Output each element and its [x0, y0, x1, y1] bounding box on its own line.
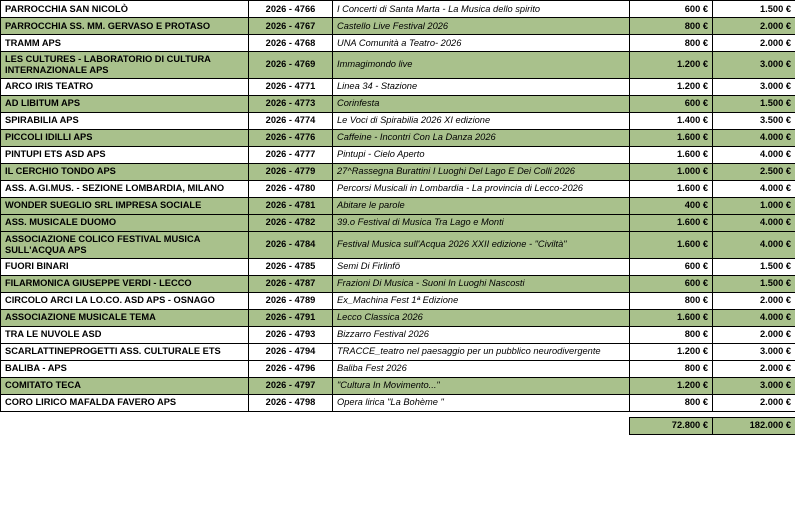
table-row [1, 275, 795, 292]
cell-amount-requested: 1.200 € [630, 52, 713, 79]
cell-project-code: 2026 - 4782 [249, 214, 333, 231]
table-row [1, 146, 795, 163]
cell-amount-requested: 1.600 € [630, 214, 713, 231]
table-row [1, 394, 795, 411]
cell-amount-requested: 1.200 € [630, 78, 713, 95]
cell-entity-name: TRAMM APS [1, 35, 249, 52]
cell-project-title: Caffeine - Incontri Con La Danza 2026 [333, 129, 630, 146]
cell-entity-name: AD LIBITUM APS [1, 95, 249, 112]
cell-entity-name: FILARMONICA GIUSEPPE VERDI - LECCO [1, 275, 249, 292]
cell-amount-granted: 4.000 € [713, 231, 795, 258]
cell-project-code: 2026 - 4769 [249, 52, 333, 79]
cell-amount-granted: 4.000 € [713, 146, 795, 163]
cell-project-code: 2026 - 4781 [249, 197, 333, 214]
cell-project-code: 2026 - 4773 [249, 95, 333, 112]
cell-entity-name: ASSOCIAZIONE COLICO FESTIVAL MUSICA SULL'ACQUA APS [1, 231, 249, 258]
table-row [1, 95, 795, 112]
table-row [1, 360, 795, 377]
cell-project-title: Abitare le parole [333, 197, 630, 214]
cell-project-code: 2026 - 4789 [249, 292, 333, 309]
cell-project-title: 39.o Festival di Musica Tra Lago e Monti [333, 214, 630, 231]
cell-entity-name: ARCO IRIS TEATRO [1, 78, 249, 95]
cell-amount-granted: 2.000 € [713, 18, 795, 35]
cell-amount-requested: 1.400 € [630, 112, 713, 129]
cell-amount-requested: 800 € [630, 18, 713, 35]
cell-project-title: Opera lirica "La Bohème " [333, 394, 630, 411]
table-body [1, 1, 795, 435]
cell-amount-requested: 800 € [630, 35, 713, 52]
totals-row [1, 417, 795, 434]
cell-project-code: 2026 - 4779 [249, 163, 333, 180]
cell-amount-requested: 600 € [630, 275, 713, 292]
cell-amount-granted: 4.000 € [713, 129, 795, 146]
cell-project-title: Lecco Classica 2026 [333, 309, 630, 326]
cell-project-code: 2026 - 4797 [249, 377, 333, 394]
cell-project-title: Percorsi Musicali in Lombardia - La provincia di Lecco-2026 [333, 180, 630, 197]
totals-granted: 182.000 € [713, 417, 795, 434]
cell-entity-name: CORO LIRICO MAFALDA FAVERO APS [1, 394, 249, 411]
cell-amount-granted: 4.000 € [713, 309, 795, 326]
table-row [1, 292, 795, 309]
cell-amount-granted: 3.000 € [713, 377, 795, 394]
cell-entity-name: ASS. MUSICALE DUOMO [1, 214, 249, 231]
totals-requested: 72.800 € [630, 417, 713, 434]
table-row [1, 214, 795, 231]
cell-entity-name: BALIBA - APS [1, 360, 249, 377]
cell-entity-name: WONDER SUEGLIO SRL IMPRESA SOCIALE [1, 197, 249, 214]
cell-amount-requested: 1.600 € [630, 180, 713, 197]
table-row [1, 309, 795, 326]
cell-amount-requested: 600 € [630, 95, 713, 112]
cell-amount-granted: 4.000 € [713, 214, 795, 231]
cell-amount-requested: 1.600 € [630, 129, 713, 146]
cell-project-code: 2026 - 4766 [249, 1, 333, 18]
cell-entity-name: PICCOLI IDILLI APS [1, 129, 249, 146]
cell-project-title: Linea 34 - Stazione [333, 78, 630, 95]
cell-entity-name: FUORI BINARI [1, 258, 249, 275]
table-row [1, 377, 795, 394]
cell-entity-name: TRA LE NUVOLE ASD [1, 326, 249, 343]
cell-amount-granted: 2.000 € [713, 35, 795, 52]
cell-amount-granted: 2.500 € [713, 163, 795, 180]
cell-project-code: 2026 - 4798 [249, 394, 333, 411]
table-row [1, 52, 795, 79]
cell-amount-requested: 1.200 € [630, 343, 713, 360]
cell-amount-granted: 1.500 € [713, 95, 795, 112]
cell-project-title: Semi Di Firlinfö [333, 258, 630, 275]
cell-entity-name: ASS. A.GI.MUS. - SEZIONE LOMBARDIA, MILANO [1, 180, 249, 197]
cell-amount-granted: 3.000 € [713, 343, 795, 360]
table-row [1, 35, 795, 52]
table-row [1, 129, 795, 146]
cell-entity-name: IL CERCHIO TONDO APS [1, 163, 249, 180]
cell-project-code: 2026 - 4785 [249, 258, 333, 275]
cell-entity-name: PARROCCHIA SS. MM. GERVASO E PROTASO [1, 18, 249, 35]
cell-project-code: 2026 - 4777 [249, 146, 333, 163]
totals-blank-cell [1, 417, 630, 434]
table-row [1, 78, 795, 95]
cell-entity-name: PINTUPI ETS ASD APS [1, 146, 249, 163]
table-row [1, 343, 795, 360]
cell-project-code: 2026 - 4784 [249, 231, 333, 258]
cell-amount-granted: 2.000 € [713, 394, 795, 411]
table-row [1, 326, 795, 343]
cell-project-code: 2026 - 4794 [249, 343, 333, 360]
cell-amount-requested: 1.000 € [630, 163, 713, 180]
cell-entity-name: COMITATO TECA [1, 377, 249, 394]
cell-project-code: 2026 - 4767 [249, 18, 333, 35]
cell-project-title: TRACCE_teatro nel paesaggio per un pubblico neurodivergente [333, 343, 630, 360]
cell-project-title: UNA Comunità a Teatro- 2026 [333, 35, 630, 52]
cell-amount-requested: 800 € [630, 394, 713, 411]
cell-amount-requested: 1.600 € [630, 146, 713, 163]
cell-amount-requested: 1.600 € [630, 231, 713, 258]
cell-amount-granted: 1.500 € [713, 275, 795, 292]
table-row [1, 180, 795, 197]
cell-amount-granted: 1.500 € [713, 258, 795, 275]
cell-amount-granted: 2.000 € [713, 326, 795, 343]
cell-amount-granted: 2.000 € [713, 360, 795, 377]
cell-amount-granted: 1.500 € [713, 1, 795, 18]
cell-amount-requested: 800 € [630, 360, 713, 377]
cell-project-title: Castello Live Festival 2026 [333, 18, 630, 35]
cell-amount-requested: 600 € [630, 1, 713, 18]
cell-amount-granted: 3.000 € [713, 78, 795, 95]
table-row [1, 1, 795, 18]
cell-amount-requested: 1.200 € [630, 377, 713, 394]
cell-amount-requested: 800 € [630, 292, 713, 309]
cell-project-code: 2026 - 4791 [249, 309, 333, 326]
cell-project-title: Pintupi - Cielo Aperto [333, 146, 630, 163]
cell-entity-name: SCARLATTINEPROGETTI ASS. CULTURALE ETS [1, 343, 249, 360]
cell-amount-requested: 600 € [630, 258, 713, 275]
cell-entity-name: SPIRABILIA APS [1, 112, 249, 129]
cell-project-title: Immagimondo live [333, 52, 630, 79]
cell-amount-requested: 1.600 € [630, 309, 713, 326]
cell-amount-granted: 4.000 € [713, 180, 795, 197]
cell-project-title: I Concerti di Santa Marta - La Musica dello spirito [333, 1, 630, 18]
table-row [1, 163, 795, 180]
cell-project-title: "Cultura In Movimento..." [333, 377, 630, 394]
cell-entity-name: LES CULTURES - LABORATORIO DI CULTURA INTERNAZIONALE APS [1, 52, 249, 79]
table-row [1, 231, 795, 258]
cell-entity-name: CIRCOLO ARCI LA LO.CO. ASD APS - OSNAGO [1, 292, 249, 309]
cell-project-code: 2026 - 4771 [249, 78, 333, 95]
cell-entity-name: ASSOCIAZIONE MUSICALE TEMA [1, 309, 249, 326]
cell-project-code: 2026 - 4787 [249, 275, 333, 292]
cell-project-code: 2026 - 4796 [249, 360, 333, 377]
cell-project-title: Festival Musica sull'Acqua 2026 XXII edizione - "Civiltà" [333, 231, 630, 258]
table-row [1, 197, 795, 214]
cell-project-title: 27^Rassegna Burattini I Luoghi Del Lago E Dei Colli 2026 [333, 163, 630, 180]
cell-entity-name: PARROCCHIA SAN NICOLÒ [1, 1, 249, 18]
cell-project-code: 2026 - 4780 [249, 180, 333, 197]
cell-amount-requested: 400 € [630, 197, 713, 214]
cell-amount-granted: 2.000 € [713, 292, 795, 309]
cell-amount-granted: 3.000 € [713, 52, 795, 79]
cell-project-title: Corinfesta [333, 95, 630, 112]
cell-project-code: 2026 - 4776 [249, 129, 333, 146]
cell-amount-requested: 800 € [630, 326, 713, 343]
cell-project-title: Ex_Machina Fest 1ª Edizione [333, 292, 630, 309]
table-row [1, 258, 795, 275]
cell-project-code: 2026 - 4768 [249, 35, 333, 52]
cell-project-title: Frazioni Di Musica - Suoni In Luoghi Nascosti [333, 275, 630, 292]
table-row [1, 18, 795, 35]
cell-project-code: 2026 - 4774 [249, 112, 333, 129]
table-row [1, 112, 795, 129]
cell-project-code: 2026 - 4793 [249, 326, 333, 343]
cell-project-title: Bizzarro Festival 2026 [333, 326, 630, 343]
cell-amount-granted: 3.500 € [713, 112, 795, 129]
cell-project-title: Le Voci di Spirabilia 2026 XI edizione [333, 112, 630, 129]
cell-project-title: Baliba Fest 2026 [333, 360, 630, 377]
cell-amount-granted: 1.000 € [713, 197, 795, 214]
